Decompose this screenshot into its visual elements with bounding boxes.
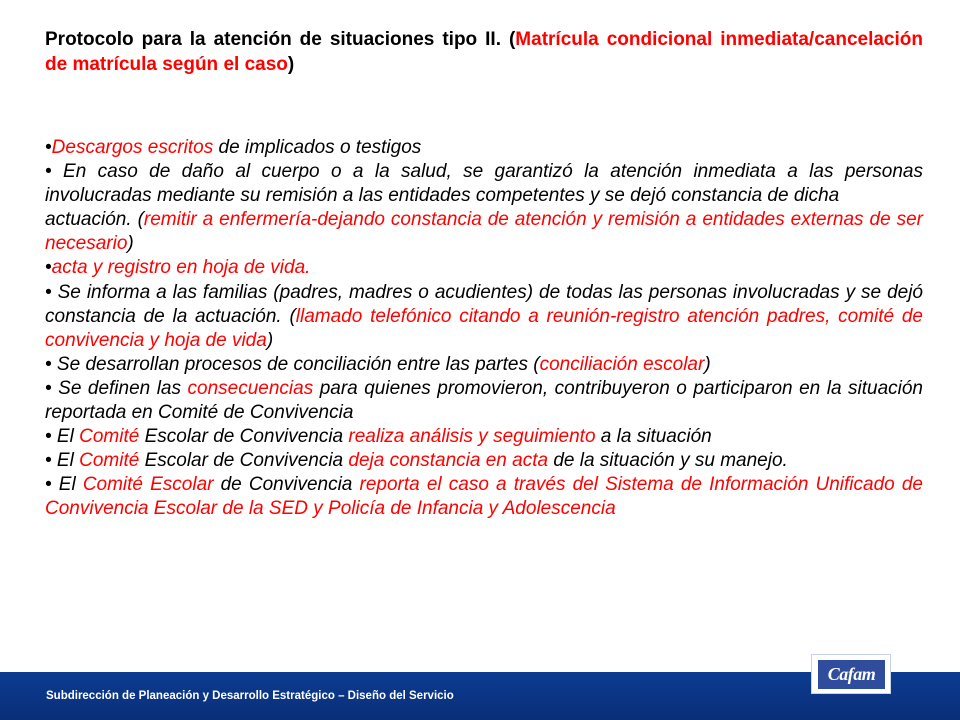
highlight-text: deja constancia en acta — [348, 450, 549, 472]
protocol-step — [45, 473, 923, 521]
step-text: • Se desarrollan procesos de conciliación entre las partes ( — [45, 353, 540, 375]
protocol-step — [45, 160, 923, 208]
step-text: • — [45, 137, 52, 158]
protocol-step — [45, 256, 923, 280]
highlight-text: Comité — [79, 450, 140, 472]
cafam-logo-text: Cafam — [818, 660, 885, 689]
step-text: • El — [45, 450, 80, 472]
highlight-text: acta y registro en hoja de vida. — [51, 257, 311, 279]
step-text: de Convivencia — [213, 474, 360, 496]
slide-title — [45, 27, 923, 77]
title-highlight: Matrícula condicional inmediata/cancelación de matrícula según el caso — [45, 29, 923, 75]
step-text: Escolar de Convivencia — [139, 426, 349, 448]
step-text: ) — [266, 329, 274, 351]
protocol-steps — [45, 136, 923, 522]
step-text: • — [45, 257, 52, 279]
protocol-step — [45, 353, 923, 377]
step-text: • El — [45, 474, 83, 496]
protocol-step — [45, 377, 923, 425]
protocol-step — [45, 136, 923, 160]
title-prefix: Protocolo para la atención de situaciones tipo II. ( — [45, 29, 516, 50]
step-text: para quienes promovieron, contribuyeron o participaron en la situación reportada en Comité de Convivencia — [45, 377, 923, 424]
protocol-step — [45, 449, 923, 473]
step-text: actuación. ( — [45, 209, 144, 231]
step-text: de implicados o testigos — [213, 137, 422, 158]
highlight-text: realiza análisis y seguimiento — [348, 426, 596, 448]
protocol-step — [45, 425, 923, 449]
title-suffix: ) — [287, 54, 295, 75]
step-text: de la situación y su manejo. — [548, 450, 788, 472]
step-text: a la situación — [595, 426, 712, 448]
protocol-step — [45, 281, 923, 353]
highlight-text: Descargos escritos — [51, 137, 214, 158]
highlight-text: llamado telefónico citando a reunión-registro atención padres, comité de convivencia y hoja de vida — [45, 305, 924, 351]
highlight-text: conciliación escolar — [539, 353, 705, 375]
step-text: ) — [127, 233, 134, 255]
step-text: • Se informa a las familias (padres, madres o acudientes) de todas las personas involucradas y se dejó constancia de la actuación. ( — [45, 281, 923, 327]
highlight-text: remitir a enfermería-dejando constancia de atención y remisión a entidades externas de ser necesario — [45, 209, 923, 255]
step-text: Escolar de Convivencia — [139, 450, 349, 472]
highlight-text: Comité Escolar — [82, 474, 214, 496]
step-text: ) — [704, 353, 711, 375]
step-text: • En caso de daño al cuerpo o a la salud, se garantizó la atención inmediata a las personas involucradas mediante su remisión a las entidades competentes y se dejó constancia de dicha — [45, 161, 923, 207]
footer-text: Subdirección de Planeación y Desarrollo Estratégico – Diseño del Servicio — [46, 690, 454, 702]
protocol-step — [45, 208, 923, 256]
highlight-text: consecuencias — [187, 377, 314, 399]
step-text: • El — [45, 426, 80, 448]
highlight-text: Comité — [79, 426, 140, 448]
highlight-text: reporta el caso a través del Sistema de Información Unificado de Convivencia Escolar de la SED y Policía de Infancia y Adolescencia — [45, 474, 923, 520]
cafam-logo — [811, 654, 891, 694]
step-text: • Se definen las — [45, 377, 188, 399]
